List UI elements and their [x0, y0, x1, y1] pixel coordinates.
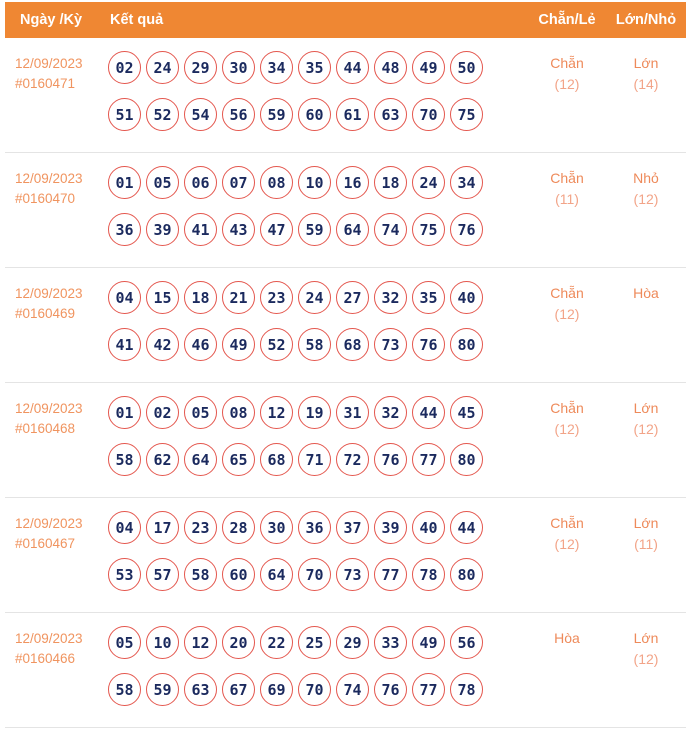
draw-date: 12/09/2023 [15, 56, 83, 71]
numbers-grid [108, 166, 528, 267]
number-ball: 24 [298, 281, 331, 314]
number-ball: 16 [336, 166, 369, 199]
number-ball: 24 [146, 51, 179, 84]
draw-id: #0160470 [15, 191, 76, 206]
number-ball: 44 [336, 51, 369, 84]
draw-date: 12/09/2023 [15, 401, 83, 416]
draw-date: 12/09/2023 [15, 286, 83, 301]
number-ball: 57 [146, 558, 179, 591]
numbers-grid [108, 281, 528, 382]
number-ball: 10 [298, 166, 331, 199]
lonnho-cell [606, 166, 686, 267]
chanle-cell [528, 511, 606, 612]
number-ball: 58 [108, 673, 141, 706]
number-ball: 49 [222, 328, 255, 361]
number-ball: 51 [108, 98, 141, 131]
number-ball: 40 [412, 511, 445, 544]
number-ball: 35 [412, 281, 445, 314]
number-ball: 65 [222, 443, 255, 476]
number-ball: 37 [336, 511, 369, 544]
number-ball: 10 [146, 626, 179, 659]
number-ball: 54 [184, 98, 217, 131]
chanle-count: (12) [554, 536, 580, 552]
number-ball: 17 [146, 511, 179, 544]
number-ball: 20 [222, 626, 255, 659]
draw-date: 12/09/2023 [15, 516, 83, 531]
number-ball: 05 [184, 396, 217, 429]
number-ball: 04 [108, 511, 141, 544]
number-ball: 24 [412, 166, 445, 199]
number-ball: 70 [412, 98, 445, 131]
number-ball: 18 [374, 166, 407, 199]
number-ball: 70 [298, 558, 331, 591]
result-row [5, 268, 686, 383]
draw-date: 12/09/2023 [15, 631, 83, 646]
number-ball: 71 [298, 443, 331, 476]
number-ball: 75 [450, 98, 483, 131]
number-ball: 21 [222, 281, 255, 314]
number-ball: 08 [260, 166, 293, 199]
number-ball: 27 [336, 281, 369, 314]
number-ball: 06 [184, 166, 217, 199]
number-ball: 41 [108, 328, 141, 361]
number-ball: 30 [222, 51, 255, 84]
number-ball: 05 [146, 166, 179, 199]
number-ball: 78 [412, 558, 445, 591]
number-ball: 59 [146, 673, 179, 706]
number-ball: 12 [184, 626, 217, 659]
number-ball: 73 [336, 558, 369, 591]
number-ball: 29 [336, 626, 369, 659]
number-ball: 61 [336, 98, 369, 131]
number-ball: 77 [412, 673, 445, 706]
lonnho-value: Lớn [633, 400, 659, 416]
number-ball: 68 [336, 328, 369, 361]
result-row [5, 153, 686, 268]
number-ball: 70 [298, 673, 331, 706]
number-ball: 36 [298, 511, 331, 544]
date-cell [5, 51, 108, 152]
number-ball: 42 [146, 328, 179, 361]
lonnho-count: (12) [633, 651, 659, 667]
number-ball: 05 [108, 626, 141, 659]
number-ball: 76 [374, 443, 407, 476]
numbers-grid [108, 396, 528, 497]
result-row [5, 383, 686, 498]
chanle-cell [528, 166, 606, 267]
number-ball: 31 [336, 396, 369, 429]
number-ball: 33 [374, 626, 407, 659]
chanle-count: (12) [554, 421, 580, 437]
number-ball: 76 [374, 673, 407, 706]
number-ball: 78 [450, 673, 483, 706]
lonnho-count: (11) [634, 536, 658, 552]
chanle-value: Chẵn [550, 170, 584, 186]
number-ball: 74 [374, 213, 407, 246]
number-ball: 47 [260, 213, 293, 246]
lonnho-value: Lớn [633, 515, 659, 531]
result-row [5, 498, 686, 613]
number-ball: 29 [184, 51, 217, 84]
number-ball: 25 [298, 626, 331, 659]
number-ball: 74 [336, 673, 369, 706]
number-ball: 49 [412, 51, 445, 84]
draw-date: 12/09/2023 [15, 171, 83, 186]
date-cell [5, 281, 108, 382]
number-ball: 01 [108, 166, 141, 199]
lonnho-value: Lớn [633, 630, 659, 646]
header-col-date: Ngày /Kỳ [20, 12, 83, 28]
lonnho-count: (12) [633, 421, 659, 437]
chanle-value: Chẵn [550, 400, 584, 416]
chanle-count: (12) [554, 306, 580, 322]
draw-id: #0160466 [15, 651, 76, 666]
number-ball: 01 [108, 396, 141, 429]
chanle-count: (11) [555, 191, 579, 207]
number-ball: 69 [260, 673, 293, 706]
number-ball: 52 [260, 328, 293, 361]
number-ball: 56 [222, 98, 255, 131]
lonnho-count: (14) [633, 76, 659, 92]
result-row [5, 38, 686, 153]
lonnho-cell [606, 396, 686, 497]
number-ball: 59 [298, 213, 331, 246]
number-ball: 36 [108, 213, 141, 246]
number-ball: 68 [260, 443, 293, 476]
number-ball: 50 [450, 51, 483, 84]
draw-id: #0160469 [15, 306, 76, 321]
chanle-cell [528, 396, 606, 497]
number-ball: 34 [450, 166, 483, 199]
number-ball: 75 [412, 213, 445, 246]
chanle-value: Chẵn [550, 515, 584, 531]
number-ball: 08 [222, 396, 255, 429]
number-ball: 80 [450, 558, 483, 591]
header-col-chanle: Chẵn/Lẻ [538, 12, 596, 28]
chanle-value: Chẵn [550, 55, 584, 71]
number-ball: 63 [184, 673, 217, 706]
number-ball: 19 [298, 396, 331, 429]
number-ball: 56 [450, 626, 483, 659]
chanle-value: Hòa [554, 630, 580, 646]
lonnho-cell [606, 51, 686, 152]
date-cell [5, 396, 108, 497]
number-ball: 28 [222, 511, 255, 544]
number-ball: 40 [450, 281, 483, 314]
chanle-cell [528, 51, 606, 152]
number-ball: 32 [374, 396, 407, 429]
number-ball: 23 [260, 281, 293, 314]
numbers-grid [108, 626, 528, 727]
chanle-count: (12) [554, 76, 580, 92]
number-ball: 18 [184, 281, 217, 314]
number-ball: 64 [184, 443, 217, 476]
number-ball: 23 [184, 511, 217, 544]
number-ball: 39 [374, 511, 407, 544]
number-ball: 49 [412, 626, 445, 659]
lonnho-value: Hòa [633, 285, 659, 301]
draw-id: #0160467 [15, 536, 76, 551]
number-ball: 07 [222, 166, 255, 199]
number-ball: 48 [374, 51, 407, 84]
number-ball: 62 [146, 443, 179, 476]
date-cell [5, 626, 108, 727]
number-ball: 44 [412, 396, 445, 429]
results-body [5, 38, 686, 728]
numbers-grid [108, 511, 528, 612]
lonnho-count: (12) [633, 191, 659, 207]
number-ball: 58 [108, 443, 141, 476]
number-ball: 04 [108, 281, 141, 314]
number-ball: 41 [184, 213, 217, 246]
date-cell [5, 511, 108, 612]
number-ball: 53 [108, 558, 141, 591]
number-ball: 39 [146, 213, 179, 246]
number-ball: 22 [260, 626, 293, 659]
number-ball: 44 [450, 511, 483, 544]
keno-results-table [5, 2, 686, 728]
lonnho-cell [606, 511, 686, 612]
number-ball: 12 [260, 396, 293, 429]
numbers-grid [108, 51, 528, 152]
number-ball: 02 [108, 51, 141, 84]
chanle-cell [528, 281, 606, 382]
number-ball: 80 [450, 443, 483, 476]
lonnho-cell [606, 281, 686, 382]
number-ball: 58 [298, 328, 331, 361]
number-ball: 73 [374, 328, 407, 361]
table-header [5, 2, 686, 38]
lonnho-value: Lớn [633, 55, 659, 71]
number-ball: 60 [222, 558, 255, 591]
result-row [5, 613, 686, 728]
draw-id: #0160471 [15, 76, 76, 91]
number-ball: 72 [336, 443, 369, 476]
number-ball: 46 [184, 328, 217, 361]
number-ball: 35 [298, 51, 331, 84]
number-ball: 32 [374, 281, 407, 314]
number-ball: 76 [412, 328, 445, 361]
draw-id: #0160468 [15, 421, 76, 436]
header-col-result: Kết quả [110, 12, 164, 28]
number-ball: 02 [146, 396, 179, 429]
number-ball: 43 [222, 213, 255, 246]
number-ball: 64 [260, 558, 293, 591]
number-ball: 64 [336, 213, 369, 246]
date-cell [5, 166, 108, 267]
number-ball: 76 [450, 213, 483, 246]
number-ball: 58 [184, 558, 217, 591]
header-col-lonnho: Lớn/Nhỏ [615, 12, 677, 28]
lonnho-value: Nhỏ [633, 170, 659, 186]
number-ball: 63 [374, 98, 407, 131]
number-ball: 15 [146, 281, 179, 314]
number-ball: 45 [450, 396, 483, 429]
number-ball: 52 [146, 98, 179, 131]
chanle-value: Chẵn [550, 285, 584, 301]
number-ball: 30 [260, 511, 293, 544]
number-ball: 60 [298, 98, 331, 131]
lonnho-cell [606, 626, 686, 727]
number-ball: 67 [222, 673, 255, 706]
number-ball: 34 [260, 51, 293, 84]
number-ball: 59 [260, 98, 293, 131]
number-ball: 77 [412, 443, 445, 476]
number-ball: 80 [450, 328, 483, 361]
number-ball: 77 [374, 558, 407, 591]
chanle-cell [528, 626, 606, 727]
